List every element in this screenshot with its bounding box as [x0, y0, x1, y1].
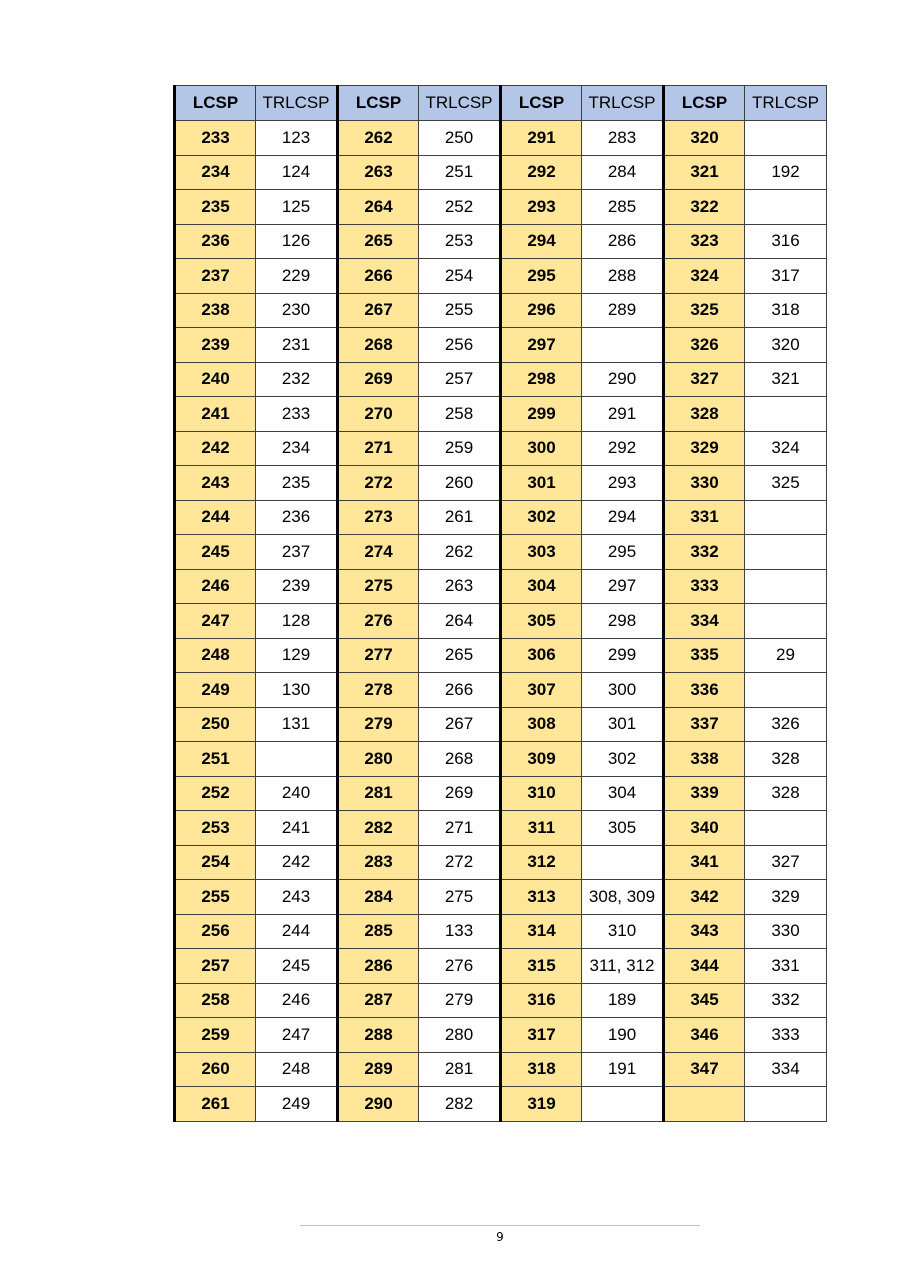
lcsp-cell: 272	[338, 466, 419, 501]
lcsp-cell: 286	[338, 949, 419, 984]
lcsp-cell: 250	[175, 707, 256, 742]
trlcsp-cell: 305	[582, 811, 664, 846]
trlcsp-cell: 263	[419, 569, 501, 604]
lcsp-cell: 259	[175, 1018, 256, 1053]
trlcsp-cell: 133	[419, 914, 501, 949]
lcsp-cell: 274	[338, 535, 419, 570]
lcsp-cell: 260	[175, 1052, 256, 1087]
trlcsp-cell: 235	[256, 466, 338, 501]
table-row	[175, 431, 827, 466]
lcsp-cell: 334	[664, 604, 745, 639]
table-row	[175, 121, 827, 156]
lcsp-cell: 304	[501, 569, 582, 604]
lcsp-cell: 266	[338, 259, 419, 294]
trlcsp-cell: 298	[582, 604, 664, 639]
lcsp-cell: 346	[664, 1018, 745, 1053]
lcsp-cell: 312	[501, 845, 582, 880]
lcsp-cell: 339	[664, 776, 745, 811]
table-row	[175, 638, 827, 673]
lcsp-cell: 253	[175, 811, 256, 846]
trlcsp-cell: 280	[419, 1018, 501, 1053]
column-header-lcsp: LCSP	[664, 86, 745, 121]
table-row	[175, 949, 827, 984]
table-row	[175, 1018, 827, 1053]
trlcsp-cell: 268	[419, 742, 501, 777]
lcsp-cell: 258	[175, 983, 256, 1018]
lcsp-cell: 314	[501, 914, 582, 949]
lcsp-cell: 337	[664, 707, 745, 742]
lcsp-cell: 234	[175, 155, 256, 190]
lcsp-cell: 282	[338, 811, 419, 846]
lcsp-cell: 244	[175, 500, 256, 535]
trlcsp-cell: 279	[419, 983, 501, 1018]
trlcsp-cell: 190	[582, 1018, 664, 1053]
trlcsp-cell: 192	[745, 155, 827, 190]
page-number: 9	[496, 1230, 504, 1244]
lcsp-cell: 263	[338, 155, 419, 190]
table-row	[175, 742, 827, 777]
trlcsp-cell: 128	[256, 604, 338, 639]
table-row	[175, 362, 827, 397]
trlcsp-cell: 326	[745, 707, 827, 742]
trlcsp-cell: 267	[419, 707, 501, 742]
table-row	[175, 293, 827, 328]
trlcsp-cell: 260	[419, 466, 501, 501]
trlcsp-cell: 329	[745, 880, 827, 915]
trlcsp-cell	[745, 190, 827, 225]
lcsp-cell: 296	[501, 293, 582, 328]
lcsp-cell: 294	[501, 224, 582, 259]
trlcsp-cell: 258	[419, 397, 501, 432]
lcsp-cell: 329	[664, 431, 745, 466]
trlcsp-cell: 247	[256, 1018, 338, 1053]
lcsp-cell: 306	[501, 638, 582, 673]
column-header-trlcsp: TRLCSP	[419, 86, 501, 121]
trlcsp-cell: 231	[256, 328, 338, 363]
lcsp-cell: 238	[175, 293, 256, 328]
lcsp-cell: 318	[501, 1052, 582, 1087]
trlcsp-cell: 328	[745, 776, 827, 811]
lcsp-cell: 313	[501, 880, 582, 915]
trlcsp-cell	[582, 1087, 664, 1122]
trlcsp-cell: 237	[256, 535, 338, 570]
lcsp-cell: 290	[338, 1087, 419, 1122]
trlcsp-cell: 284	[582, 155, 664, 190]
lcsp-cell: 237	[175, 259, 256, 294]
trlcsp-cell: 245	[256, 949, 338, 984]
lcsp-cell: 324	[664, 259, 745, 294]
trlcsp-cell: 330	[745, 914, 827, 949]
trlcsp-cell: 272	[419, 845, 501, 880]
lcsp-cell: 327	[664, 362, 745, 397]
trlcsp-cell: 124	[256, 155, 338, 190]
table-row	[175, 155, 827, 190]
column-header-lcsp: LCSP	[338, 86, 419, 121]
lcsp-cell: 280	[338, 742, 419, 777]
lcsp-cell: 269	[338, 362, 419, 397]
lcsp-cell: 278	[338, 673, 419, 708]
lcsp-cell: 301	[501, 466, 582, 501]
trlcsp-cell: 252	[419, 190, 501, 225]
trlcsp-cell: 300	[582, 673, 664, 708]
table-row	[175, 776, 827, 811]
lcsp-cell: 310	[501, 776, 582, 811]
lcsp-cell: 309	[501, 742, 582, 777]
lcsp-cell: 270	[338, 397, 419, 432]
trlcsp-cell: 241	[256, 811, 338, 846]
trlcsp-cell	[582, 845, 664, 880]
lcsp-cell: 233	[175, 121, 256, 156]
trlcsp-cell	[745, 535, 827, 570]
trlcsp-cell: 324	[745, 431, 827, 466]
table-row	[175, 500, 827, 535]
lcsp-cell: 308	[501, 707, 582, 742]
lcsp-cell: 297	[501, 328, 582, 363]
lcsp-cell: 292	[501, 155, 582, 190]
lcsp-cell: 343	[664, 914, 745, 949]
table-row	[175, 224, 827, 259]
column-header-trlcsp: TRLCSP	[745, 86, 827, 121]
lcsp-cell: 344	[664, 949, 745, 984]
lcsp-cell: 316	[501, 983, 582, 1018]
trlcsp-cell: 299	[582, 638, 664, 673]
lcsp-cell: 325	[664, 293, 745, 328]
lcsp-cell: 287	[338, 983, 419, 1018]
lcsp-cell: 251	[175, 742, 256, 777]
table-row	[175, 845, 827, 880]
lcsp-cell: 241	[175, 397, 256, 432]
trlcsp-cell: 331	[745, 949, 827, 984]
trlcsp-cell: 332	[745, 983, 827, 1018]
trlcsp-cell	[745, 1087, 827, 1122]
lcsp-cell: 338	[664, 742, 745, 777]
table-row	[175, 811, 827, 846]
trlcsp-cell: 234	[256, 431, 338, 466]
trlcsp-cell: 282	[419, 1087, 501, 1122]
trlcsp-cell: 291	[582, 397, 664, 432]
lcsp-cell: 277	[338, 638, 419, 673]
lcsp-cell: 333	[664, 569, 745, 604]
lcsp-cell: 247	[175, 604, 256, 639]
trlcsp-cell	[745, 604, 827, 639]
lcsp-cell: 331	[664, 500, 745, 535]
trlcsp-cell: 317	[745, 259, 827, 294]
trlcsp-cell: 253	[419, 224, 501, 259]
lcsp-cell: 265	[338, 224, 419, 259]
trlcsp-cell	[745, 500, 827, 535]
table-row	[175, 1052, 827, 1087]
lcsp-cell: 298	[501, 362, 582, 397]
lcsp-cell: 273	[338, 500, 419, 535]
table-row	[175, 259, 827, 294]
table-row	[175, 1087, 827, 1122]
trlcsp-cell: 249	[256, 1087, 338, 1122]
trlcsp-cell: 240	[256, 776, 338, 811]
trlcsp-cell: 316	[745, 224, 827, 259]
trlcsp-cell: 285	[582, 190, 664, 225]
lcsp-cell: 271	[338, 431, 419, 466]
trlcsp-cell: 301	[582, 707, 664, 742]
lcsp-cell: 319	[501, 1087, 582, 1122]
trlcsp-cell: 269	[419, 776, 501, 811]
lcsp-cell: 315	[501, 949, 582, 984]
lcsp-cell: 276	[338, 604, 419, 639]
concordance-table	[173, 85, 827, 1122]
trlcsp-cell: 271	[419, 811, 501, 846]
lcsp-cell: 275	[338, 569, 419, 604]
lcsp-cell: 283	[338, 845, 419, 880]
lcsp-cell: 262	[338, 121, 419, 156]
lcsp-cell: 239	[175, 328, 256, 363]
trlcsp-cell: 286	[582, 224, 664, 259]
trlcsp-cell: 259	[419, 431, 501, 466]
table-row	[175, 397, 827, 432]
lcsp-cell: 330	[664, 466, 745, 501]
lcsp-cell: 321	[664, 155, 745, 190]
lcsp-cell: 248	[175, 638, 256, 673]
trlcsp-cell: 266	[419, 673, 501, 708]
trlcsp-cell: 256	[419, 328, 501, 363]
lcsp-cell: 289	[338, 1052, 419, 1087]
trlcsp-cell: 321	[745, 362, 827, 397]
lcsp-cell: 323	[664, 224, 745, 259]
lcsp-cell: 235	[175, 190, 256, 225]
lcsp-cell: 261	[175, 1087, 256, 1122]
trlcsp-cell: 191	[582, 1052, 664, 1087]
trlcsp-cell: 233	[256, 397, 338, 432]
trlcsp-cell: 295	[582, 535, 664, 570]
lcsp-cell: 281	[338, 776, 419, 811]
lcsp-cell: 285	[338, 914, 419, 949]
trlcsp-cell: 308, 309	[582, 880, 664, 915]
trlcsp-cell: 126	[256, 224, 338, 259]
lcsp-cell: 279	[338, 707, 419, 742]
trlcsp-cell: 131	[256, 707, 338, 742]
trlcsp-cell: 288	[582, 259, 664, 294]
table-row	[175, 604, 827, 639]
lcsp-cell: 340	[664, 811, 745, 846]
table-header-row	[175, 86, 827, 121]
trlcsp-cell: 304	[582, 776, 664, 811]
trlcsp-cell: 292	[582, 431, 664, 466]
trlcsp-cell: 265	[419, 638, 501, 673]
lcsp-cell: 336	[664, 673, 745, 708]
trlcsp-cell: 229	[256, 259, 338, 294]
lcsp-cell: 264	[338, 190, 419, 225]
table-row	[175, 569, 827, 604]
trlcsp-cell	[745, 121, 827, 156]
trlcsp-cell: 123	[256, 121, 338, 156]
lcsp-cell: 328	[664, 397, 745, 432]
trlcsp-cell	[745, 397, 827, 432]
trlcsp-cell: 264	[419, 604, 501, 639]
trlcsp-cell: 261	[419, 500, 501, 535]
table-row	[175, 535, 827, 570]
lcsp-cell: 293	[501, 190, 582, 225]
trlcsp-cell: 327	[745, 845, 827, 880]
table-row	[175, 983, 827, 1018]
trlcsp-cell: 246	[256, 983, 338, 1018]
trlcsp-cell: 232	[256, 362, 338, 397]
lcsp-cell	[664, 1087, 745, 1122]
lcsp-cell: 242	[175, 431, 256, 466]
lcsp-cell: 252	[175, 776, 256, 811]
lcsp-cell: 299	[501, 397, 582, 432]
lcsp-cell: 288	[338, 1018, 419, 1053]
lcsp-cell: 246	[175, 569, 256, 604]
lcsp-cell: 341	[664, 845, 745, 880]
lcsp-cell: 284	[338, 880, 419, 915]
trlcsp-cell: 311, 312	[582, 949, 664, 984]
lcsp-cell: 245	[175, 535, 256, 570]
trlcsp-cell	[745, 811, 827, 846]
trlcsp-cell: 318	[745, 293, 827, 328]
table-row	[175, 707, 827, 742]
lcsp-cell: 305	[501, 604, 582, 639]
trlcsp-cell: 294	[582, 500, 664, 535]
trlcsp-cell: 255	[419, 293, 501, 328]
trlcsp-cell	[745, 673, 827, 708]
lcsp-cell: 255	[175, 880, 256, 915]
trlcsp-cell: 262	[419, 535, 501, 570]
trlcsp-cell: 310	[582, 914, 664, 949]
trlcsp-cell: 254	[419, 259, 501, 294]
trlcsp-cell: 293	[582, 466, 664, 501]
trlcsp-cell: 257	[419, 362, 501, 397]
lcsp-cell: 317	[501, 1018, 582, 1053]
trlcsp-cell: 242	[256, 845, 338, 880]
trlcsp-cell: 320	[745, 328, 827, 363]
lcsp-cell: 295	[501, 259, 582, 294]
lcsp-cell: 326	[664, 328, 745, 363]
trlcsp-cell: 29	[745, 638, 827, 673]
lcsp-cell: 320	[664, 121, 745, 156]
lcsp-cell: 332	[664, 535, 745, 570]
lcsp-cell: 268	[338, 328, 419, 363]
trlcsp-cell: 281	[419, 1052, 501, 1087]
lcsp-cell: 256	[175, 914, 256, 949]
trlcsp-cell: 276	[419, 949, 501, 984]
trlcsp-cell	[256, 742, 338, 777]
lcsp-cell: 311	[501, 811, 582, 846]
trlcsp-cell: 230	[256, 293, 338, 328]
trlcsp-cell: 239	[256, 569, 338, 604]
lcsp-cell: 307	[501, 673, 582, 708]
lcsp-cell: 300	[501, 431, 582, 466]
column-header-lcsp: LCSP	[175, 86, 256, 121]
lcsp-cell: 257	[175, 949, 256, 984]
table-row	[175, 914, 827, 949]
trlcsp-cell: 248	[256, 1052, 338, 1087]
trlcsp-cell: 250	[419, 121, 501, 156]
column-header-lcsp: LCSP	[501, 86, 582, 121]
lcsp-cell: 302	[501, 500, 582, 535]
trlcsp-cell: 236	[256, 500, 338, 535]
lcsp-cell: 267	[338, 293, 419, 328]
trlcsp-cell: 243	[256, 880, 338, 915]
trlcsp-cell: 125	[256, 190, 338, 225]
trlcsp-cell: 333	[745, 1018, 827, 1053]
lcsp-cell: 291	[501, 121, 582, 156]
lcsp-cell: 236	[175, 224, 256, 259]
trlcsp-cell	[745, 569, 827, 604]
lcsp-cell: 335	[664, 638, 745, 673]
trlcsp-cell: 302	[582, 742, 664, 777]
table-body	[175, 121, 827, 1122]
trlcsp-cell: 275	[419, 880, 501, 915]
lcsp-cell: 249	[175, 673, 256, 708]
lcsp-cell: 303	[501, 535, 582, 570]
column-header-trlcsp: TRLCSP	[256, 86, 338, 121]
table-row	[175, 190, 827, 225]
trlcsp-cell: 244	[256, 914, 338, 949]
lcsp-cell: 243	[175, 466, 256, 501]
lcsp-cell: 240	[175, 362, 256, 397]
trlcsp-cell: 325	[745, 466, 827, 501]
footer-rule	[300, 1225, 700, 1226]
lcsp-cell: 345	[664, 983, 745, 1018]
trlcsp-cell: 189	[582, 983, 664, 1018]
trlcsp-cell: 297	[582, 569, 664, 604]
lcsp-cell: 322	[664, 190, 745, 225]
trlcsp-cell	[582, 328, 664, 363]
trlcsp-cell: 334	[745, 1052, 827, 1087]
trlcsp-cell: 251	[419, 155, 501, 190]
column-header-trlcsp: TRLCSP	[582, 86, 664, 121]
trlcsp-cell: 328	[745, 742, 827, 777]
lcsp-cell: 342	[664, 880, 745, 915]
trlcsp-cell: 290	[582, 362, 664, 397]
lcsp-cell: 254	[175, 845, 256, 880]
trlcsp-cell: 289	[582, 293, 664, 328]
table-row	[175, 673, 827, 708]
table-row	[175, 880, 827, 915]
table-row	[175, 466, 827, 501]
lcsp-cell: 347	[664, 1052, 745, 1087]
trlcsp-cell: 130	[256, 673, 338, 708]
table-row	[175, 328, 827, 363]
trlcsp-cell: 283	[582, 121, 664, 156]
trlcsp-cell: 129	[256, 638, 338, 673]
